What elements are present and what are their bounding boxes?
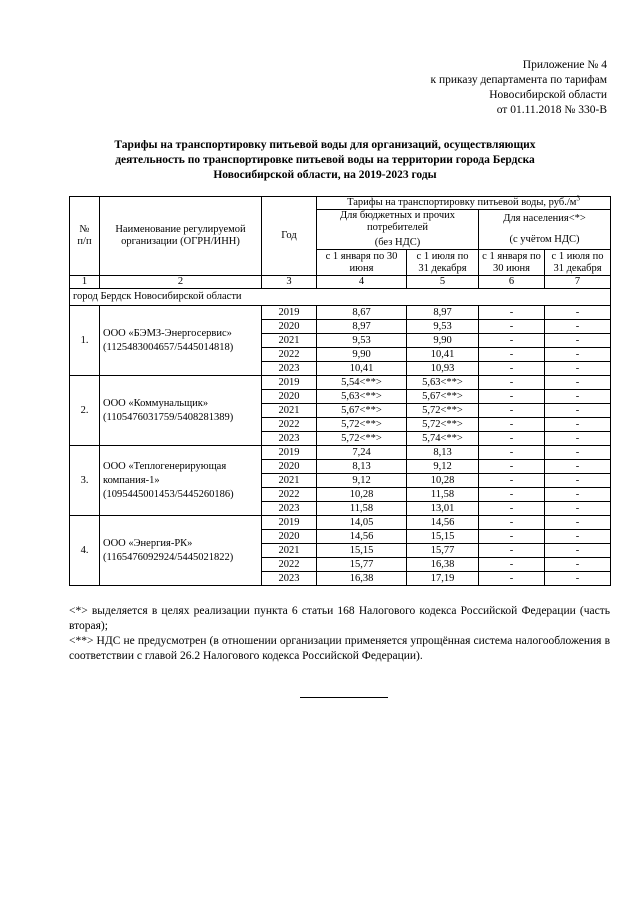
year-cell: 2021 — [262, 334, 317, 348]
col-number: 6 — [479, 276, 545, 289]
closing-rule — [300, 697, 388, 698]
tariff-cell: - — [545, 404, 611, 418]
header-tariffs-sup: 3 — [576, 194, 580, 203]
tariff-cell: - — [479, 390, 545, 404]
tariff-cell: 5,72<**> — [317, 418, 407, 432]
tariff-cell: - — [545, 474, 611, 488]
year-cell: 2022 — [262, 348, 317, 362]
city-name: город Бердск Новосибирской области — [70, 289, 611, 306]
tariff-cell: 10,41 — [317, 362, 407, 376]
org-name: ООО «Коммунальщик» (1105476031759/5408281389) — [100, 376, 262, 446]
org-name: ООО «БЭМЗ-Энергосервис» (1125483004657/5445014818) — [100, 306, 262, 376]
header-num: № п/п — [70, 197, 100, 276]
year-cell: 2019 — [262, 516, 317, 530]
tariff-cell: - — [479, 502, 545, 516]
tariff-cell: 15,15 — [317, 544, 407, 558]
tariff-cell: 11,58 — [407, 488, 479, 502]
tariff-cell: 7,24 — [317, 446, 407, 460]
tariff-cell: 9,53 — [317, 334, 407, 348]
title-line-1: Тарифы на транспортировку питьевой воды для организаций, осуществляющих — [114, 139, 536, 151]
tariff-cell: 10,93 — [407, 362, 479, 376]
tariff-cell: - — [545, 446, 611, 460]
year-cell: 2020 — [262, 320, 317, 334]
header-period-b1: с 1 января по 30 июня — [317, 250, 407, 276]
header-tariffs-text: Тарифы на транспортировку питьевой воды, руб./м — [347, 197, 577, 208]
tariff-cell: 14,56 — [317, 530, 407, 544]
tariff-cell: 13,01 — [407, 502, 479, 516]
tariff-cell: - — [479, 558, 545, 572]
tariff-cell: 8,97 — [407, 306, 479, 320]
org-number: 3. — [70, 446, 100, 516]
org-name: ООО «Энергия-РК» (1165476092924/5445021822) — [100, 516, 262, 586]
tariff-cell: 14,05 — [317, 516, 407, 530]
col-number: 4 — [317, 276, 407, 289]
year-cell: 2022 — [262, 558, 317, 572]
appendix-line-2: к приказу департамента по тарифам — [430, 74, 607, 86]
year-cell: 2023 — [262, 432, 317, 446]
footnotes — [69, 604, 610, 664]
header-period-b2: с 1 июля по 31 декабря — [407, 250, 479, 276]
org-name: ООО «Теплогенерирующая компания-1» (1095445001453/5445260186) — [100, 446, 262, 516]
header-population-note: (с учётом НДС) — [509, 234, 580, 245]
tariff-cell: 9,90 — [407, 334, 479, 348]
tariff-cell: - — [479, 474, 545, 488]
tariff-cell: 17,19 — [407, 572, 479, 586]
header-population — [479, 210, 611, 250]
tariff-cell: - — [545, 460, 611, 474]
tariff-cell: - — [479, 446, 545, 460]
tariff-cell: 15,77 — [317, 558, 407, 572]
header-period-p1: с 1 января по 30 июня — [479, 250, 545, 276]
header-budget-note: (без НДС) — [374, 237, 421, 248]
tariff-cell: - — [479, 404, 545, 418]
tariff-cell: 9,53 — [407, 320, 479, 334]
title-line-2: деятельность по транспортировке питьевой воды на территории города Бердска — [115, 154, 535, 166]
tariff-cell: 9,12 — [407, 460, 479, 474]
header-budget-label: Для бюджетных и прочих потребителей — [339, 210, 455, 233]
tariff-cell: 5,72<**> — [407, 404, 479, 418]
tariff-cell: 5,74<**> — [407, 432, 479, 446]
tariff-cell: - — [479, 488, 545, 502]
header-tariffs — [317, 194, 611, 210]
year-cell: 2019 — [262, 376, 317, 390]
footnote-1: <*> выделяется в целях реализации пункта 6 статьи 168 Налогового кодекса Российской Федерации (часть вторая); — [69, 605, 610, 632]
title-line-3: Новосибирской области, на 2019-2023 годы — [213, 169, 437, 181]
header-population-label: Для населения<*> — [503, 213, 586, 224]
tariff-cell: - — [545, 348, 611, 362]
tariff-cell: 10,41 — [407, 348, 479, 362]
tariff-cell: - — [545, 334, 611, 348]
header-year: Год — [262, 197, 317, 276]
tariff-cell: - — [479, 348, 545, 362]
city-row — [70, 289, 611, 306]
tariff-cell: - — [479, 516, 545, 530]
year-cell: 2021 — [262, 544, 317, 558]
tariff-cell: - — [479, 306, 545, 320]
tariff-cell: 15,77 — [407, 544, 479, 558]
tariffs-table — [69, 196, 611, 586]
tariff-cell: 10,28 — [317, 488, 407, 502]
tariff-cell: 5,63<**> — [317, 390, 407, 404]
tariff-cell: - — [545, 432, 611, 446]
tariff-cell: - — [545, 502, 611, 516]
tariff-cell: - — [545, 390, 611, 404]
table-row — [70, 516, 611, 530]
tariff-cell: 8,67 — [317, 306, 407, 320]
tariff-cell: - — [545, 516, 611, 530]
tariff-cell: - — [479, 418, 545, 432]
tariff-cell: 9,12 — [317, 474, 407, 488]
appendix-block — [430, 58, 607, 118]
tariff-cell: - — [545, 530, 611, 544]
org-number: 1. — [70, 306, 100, 376]
year-cell: 2020 — [262, 530, 317, 544]
header-budget — [317, 210, 479, 250]
header-period-p2: с 1 июля по 31 декабря — [545, 250, 611, 276]
appendix-line-4: от 01.11.2018 № 330-В — [496, 104, 607, 116]
tariff-cell: 8,13 — [317, 460, 407, 474]
tariff-cell: 8,13 — [407, 446, 479, 460]
tariff-cell: - — [479, 530, 545, 544]
year-cell: 2021 — [262, 474, 317, 488]
appendix-line-3: Новосибирской области — [489, 89, 607, 101]
tariff-cell: 15,15 — [407, 530, 479, 544]
appendix-line-1: Приложение № 4 — [522, 59, 607, 71]
year-cell: 2019 — [262, 306, 317, 320]
year-cell: 2023 — [262, 502, 317, 516]
table-row — [70, 376, 611, 390]
tariff-cell: - — [479, 362, 545, 376]
tariff-cell: - — [545, 544, 611, 558]
year-cell: 2020 — [262, 460, 317, 474]
tariff-cell: - — [479, 460, 545, 474]
tariff-cell: - — [479, 376, 545, 390]
year-cell: 2023 — [262, 362, 317, 376]
tariff-cell: - — [479, 334, 545, 348]
year-cell: 2021 — [262, 404, 317, 418]
org-number: 2. — [70, 376, 100, 446]
tariff-cell: 5,72<**> — [407, 418, 479, 432]
tariff-cell: 10,28 — [407, 474, 479, 488]
tariff-cell: - — [545, 488, 611, 502]
tariff-cell: 11,58 — [317, 502, 407, 516]
tariff-cell: - — [479, 432, 545, 446]
year-cell: 2019 — [262, 446, 317, 460]
col-number: 5 — [407, 276, 479, 289]
year-cell: 2023 — [262, 572, 317, 586]
tariff-cell: - — [545, 572, 611, 586]
tariff-cell: - — [545, 362, 611, 376]
tariff-cell: 5,67<**> — [317, 404, 407, 418]
header-org: Наименование регулируемой организации (ОГРН/ИНН) — [100, 197, 262, 276]
table-row — [70, 306, 611, 320]
tariff-cell: - — [545, 558, 611, 572]
tariff-cell: 5,54<**> — [317, 376, 407, 390]
tariff-cell: 16,38 — [407, 558, 479, 572]
tariff-cell: 9,90 — [317, 348, 407, 362]
tariff-cell: 8,97 — [317, 320, 407, 334]
tariff-cell: - — [479, 544, 545, 558]
tariff-cell: - — [479, 320, 545, 334]
tariff-cell: - — [479, 572, 545, 586]
tariff-cell: - — [545, 306, 611, 320]
col-number: 1 — [70, 276, 100, 289]
org-number: 4. — [70, 516, 100, 586]
column-numbers-row — [70, 276, 611, 289]
tariff-cell: 5,67<**> — [407, 390, 479, 404]
col-number: 7 — [545, 276, 611, 289]
year-cell: 2020 — [262, 390, 317, 404]
year-cell: 2022 — [262, 488, 317, 502]
tariff-cell: 14,56 — [407, 516, 479, 530]
col-number: 3 — [262, 276, 317, 289]
tariff-cell: - — [545, 320, 611, 334]
tariff-cell: - — [545, 376, 611, 390]
tariff-cell: 16,38 — [317, 572, 407, 586]
tariff-cell: 5,72<**> — [317, 432, 407, 446]
year-cell: 2022 — [262, 418, 317, 432]
document-title — [60, 138, 590, 183]
table-row — [70, 446, 611, 460]
tariff-cell: 5,63<**> — [407, 376, 479, 390]
tariff-cell: - — [545, 418, 611, 432]
col-number: 2 — [100, 276, 262, 289]
footnote-2: <**> НДС не предусмотрен (в отношении организации применяется упрощённая система налогообложения в соответствии с главой 26.2 Налогового кодекса Российской Федерации). — [69, 635, 610, 662]
